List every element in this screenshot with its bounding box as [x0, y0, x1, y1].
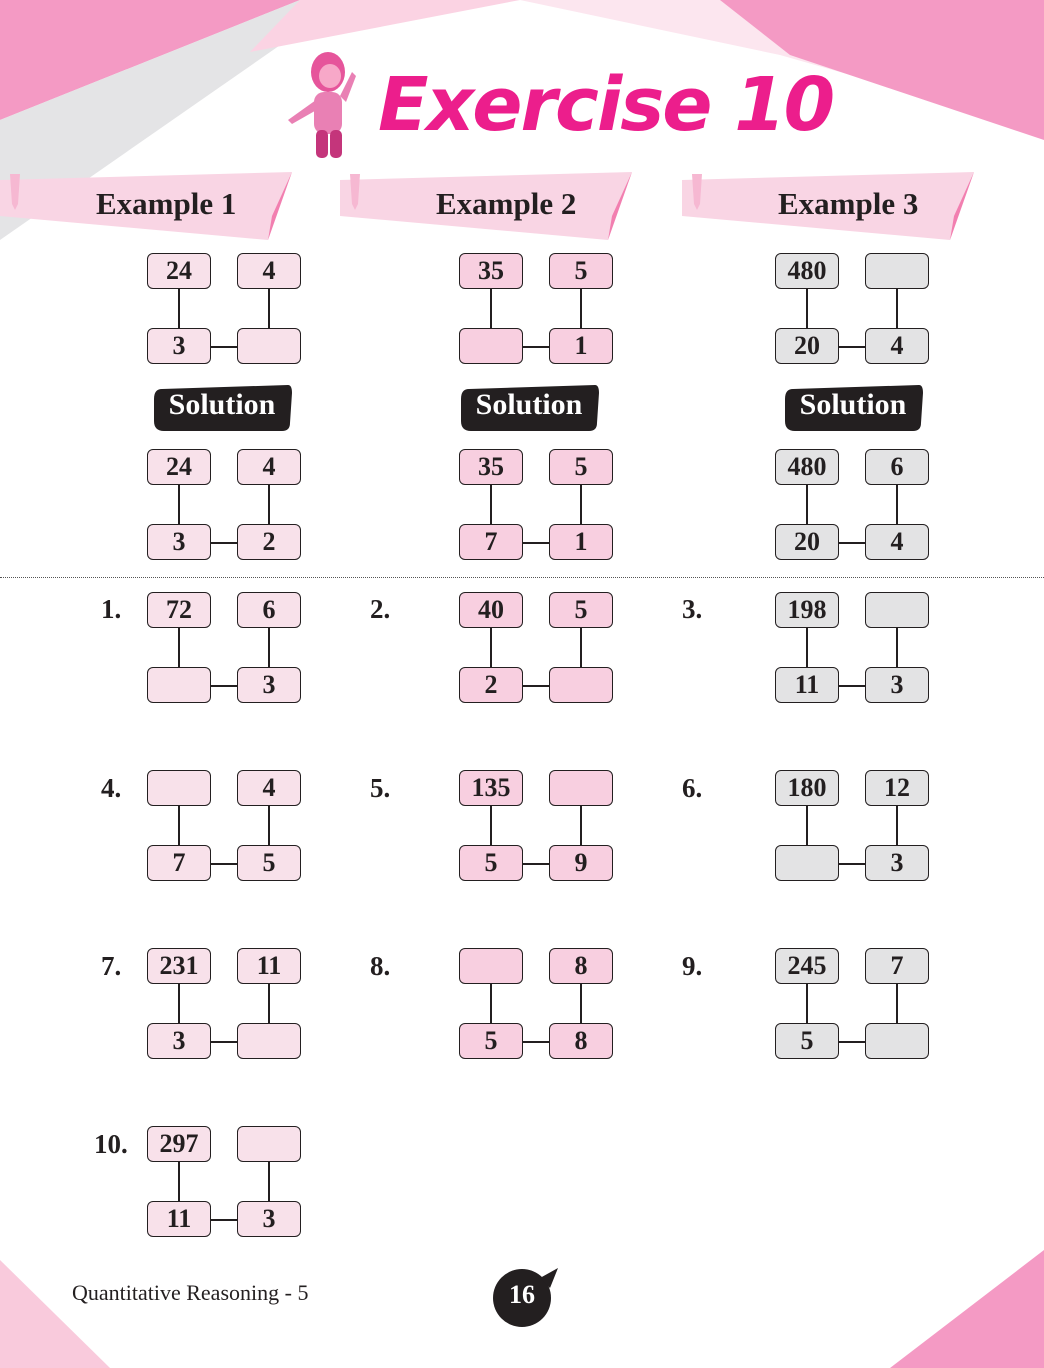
puzzle-box-top-left: 198: [775, 592, 839, 628]
question-number: 9.: [682, 951, 703, 981]
exercise-title: Exercise 10: [378, 62, 834, 148]
puzzle-box-top-right: 5: [549, 253, 613, 289]
question-number: 2.: [370, 594, 391, 624]
example-1-question-puzzle: [147, 253, 307, 365]
example-1-answer-puzzle: [147, 449, 307, 561]
example-2-solution-badge: [459, 385, 599, 431]
puzzle-box-top-right: 5: [549, 449, 613, 485]
puzzle-box-top-left: [147, 770, 211, 806]
example-3-label: Example 3: [778, 186, 919, 221]
question-8-puzzle: [459, 948, 619, 1060]
question-number: 1.: [101, 594, 122, 624]
puzzle-box-bottom-right: 4: [865, 328, 929, 364]
puzzle-box-bottom-left: 3: [147, 328, 211, 364]
puzzle-box-top-left: 35: [459, 253, 523, 289]
puzzle-box-bottom-right: 3: [237, 667, 301, 703]
puzzle-box-bottom-right: [549, 667, 613, 703]
puzzle-box-bottom-left: 7: [147, 845, 211, 881]
puzzle-box-top-left: 135: [459, 770, 523, 806]
puzzle-box-top-right: [237, 1126, 301, 1162]
example-2-answer-puzzle: [459, 449, 619, 561]
question-4-puzzle: [147, 770, 307, 882]
book-title-footer: Quantitative Reasoning - 5: [72, 1280, 309, 1305]
question-2-puzzle: [459, 592, 619, 704]
puzzle-box-top-right: 4: [237, 449, 301, 485]
puzzle-box-bottom-right: 3: [865, 667, 929, 703]
puzzle-box-top-right: 4: [237, 253, 301, 289]
puzzle-box-bottom-left: [775, 845, 839, 881]
puzzle-box-bottom-left: 3: [147, 1023, 211, 1059]
question-number: 5.: [370, 773, 391, 803]
puzzle-box-bottom-right: [237, 1023, 301, 1059]
example-1-banner: [0, 172, 292, 240]
puzzle-box-top-left: 180: [775, 770, 839, 806]
question-number: 4.: [101, 773, 122, 803]
puzzle-box-top-right: [865, 253, 929, 289]
question-number: 10.: [94, 1129, 128, 1159]
puzzle-box-top-left: 245: [775, 948, 839, 984]
example-2-banner: [340, 172, 632, 240]
puzzle-box-bottom-left: 5: [775, 1023, 839, 1059]
puzzle-box-bottom-right: 2: [237, 524, 301, 560]
puzzle-box-top-right: 8: [549, 948, 613, 984]
example-3-question-puzzle: [775, 253, 935, 365]
puzzle-box-top-left: [459, 948, 523, 984]
puzzle-box-bottom-left: 20: [775, 328, 839, 364]
puzzle-box-top-left: 24: [147, 253, 211, 289]
question-3-puzzle: [775, 592, 935, 704]
puzzle-box-bottom-left: 5: [459, 845, 523, 881]
puzzle-box-top-right: 5: [549, 592, 613, 628]
puzzle-box-top-right: [549, 770, 613, 806]
puzzle-box-bottom-right: 3: [865, 845, 929, 881]
puzzle-box-bottom-right: 5: [237, 845, 301, 881]
puzzle-box-top-left: 480: [775, 449, 839, 485]
puzzle-box-bottom-right: 8: [549, 1023, 613, 1059]
puzzle-box-bottom-right: [865, 1023, 929, 1059]
dotted-divider: [0, 577, 1044, 578]
puzzle-box-top-left: 40: [459, 592, 523, 628]
mascot-illustration: [284, 42, 364, 167]
puzzle-box-bottom-right: 3: [237, 1201, 301, 1237]
puzzle-box-top-right: 4: [237, 770, 301, 806]
example-3-answer-puzzle: [775, 449, 935, 561]
pencil-icon: [682, 172, 712, 212]
question-number: 3.: [682, 594, 703, 624]
example-2-question-puzzle: [459, 253, 619, 365]
puzzle-box-top-right: 6: [865, 449, 929, 485]
puzzle-box-top-left: 24: [147, 449, 211, 485]
puzzle-box-top-left: 480: [775, 253, 839, 289]
page-number: 16: [509, 1280, 535, 1309]
puzzle-box-top-right: [865, 592, 929, 628]
question-9-puzzle: [775, 948, 935, 1060]
puzzle-box-top-right: 12: [865, 770, 929, 806]
puzzle-box-bottom-left: 11: [147, 1201, 211, 1237]
puzzle-box-top-left: 35: [459, 449, 523, 485]
pencil-icon: [340, 172, 370, 212]
question-5-puzzle: [459, 770, 619, 882]
example-1-solution-badge: [152, 385, 292, 431]
puzzle-box-bottom-right: 1: [549, 328, 613, 364]
question-7-puzzle: [147, 948, 307, 1060]
puzzle-box-bottom-left: 11: [775, 667, 839, 703]
example-3-solution-badge: [783, 385, 923, 431]
solution-label: Solution: [799, 388, 907, 421]
puzzle-box-bottom-left: 3: [147, 524, 211, 560]
puzzle-box-top-right: 6: [237, 592, 301, 628]
puzzle-box-top-right: 11: [237, 948, 301, 984]
puzzle-box-bottom-left: 20: [775, 524, 839, 560]
puzzle-box-bottom-right: 4: [865, 524, 929, 560]
solution-label: Solution: [168, 388, 276, 421]
puzzle-box-top-left: 297: [147, 1126, 211, 1162]
puzzle-box-bottom-left: 5: [459, 1023, 523, 1059]
puzzle-box-top-right: 7: [865, 948, 929, 984]
puzzle-box-bottom-right: 1: [549, 524, 613, 560]
question-10-puzzle: [147, 1126, 307, 1238]
puzzle-box-bottom-left: [147, 667, 211, 703]
question-number: 8.: [370, 951, 391, 981]
question-number: 7.: [101, 951, 122, 981]
puzzle-box-top-left: 72: [147, 592, 211, 628]
page-number-badge: [488, 1268, 560, 1328]
example-1-label: Example 1: [96, 186, 237, 221]
example-2-label: Example 2: [436, 186, 577, 221]
puzzle-box-bottom-right: [237, 328, 301, 364]
puzzle-box-bottom-left: [459, 328, 523, 364]
solution-label: Solution: [475, 388, 583, 421]
question-1-puzzle: [147, 592, 307, 704]
example-3-banner: [682, 172, 974, 240]
question-number: 6.: [682, 773, 703, 803]
question-6-puzzle: [775, 770, 935, 882]
puzzle-box-bottom-right: 9: [549, 845, 613, 881]
puzzle-box-bottom-left: 7: [459, 524, 523, 560]
puzzle-box-bottom-left: 2: [459, 667, 523, 703]
pencil-icon: [0, 172, 30, 212]
puzzle-box-top-left: 231: [147, 948, 211, 984]
